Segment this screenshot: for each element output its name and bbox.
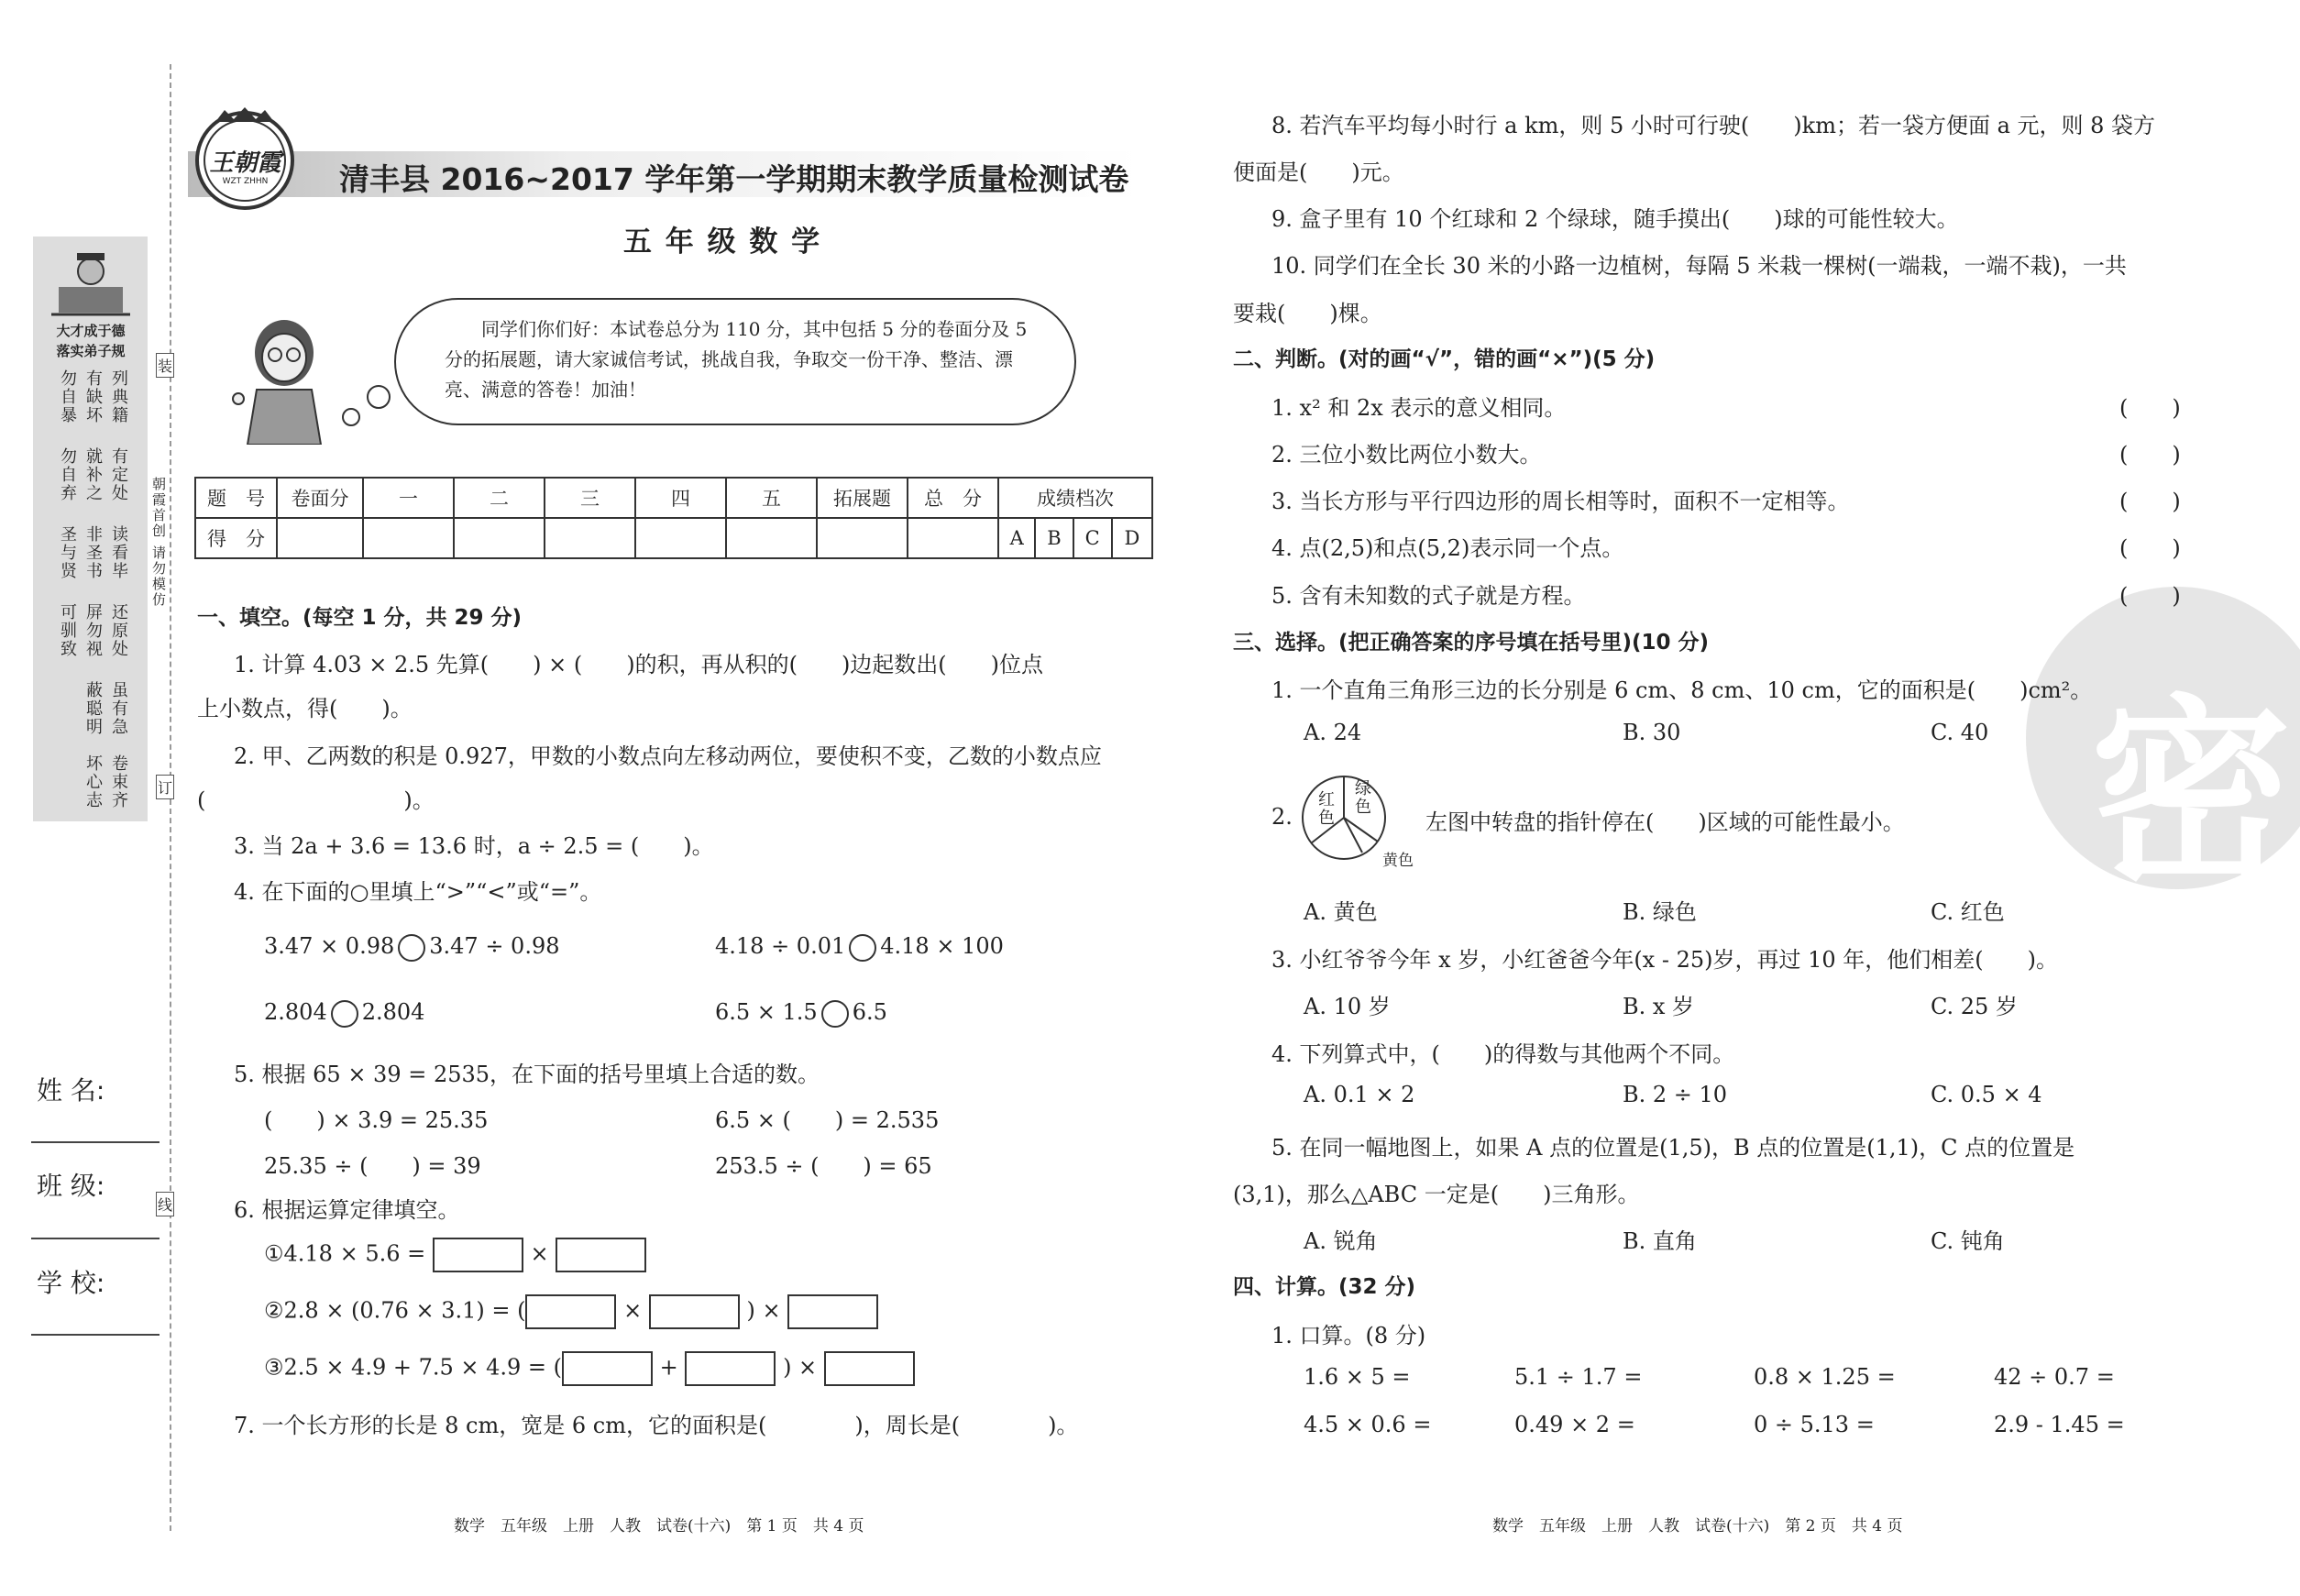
answer-box[interactable]: [685, 1351, 776, 1386]
choice-3-option-b[interactable]: B. x 岁: [1623, 994, 1695, 1019]
q6-row-1: [264, 1238, 646, 1272]
mental-math-title: 1. 口算。(8 分): [1271, 1323, 1426, 1348]
choice-2: 左图中转盘的指针停在( )区域的可能性最小。: [1425, 809, 1905, 835]
question-3: 3. 当 2a + 3.6 = 13.6 时，a ÷ 2.5 = ( )。: [234, 833, 714, 859]
school-label: 学 校:: [37, 1268, 105, 1298]
compare-right-expr: 2.8̇04̇: [361, 999, 425, 1025]
sidebar-motto-columns: [51, 369, 143, 809]
mental-math-item[interactable]: 2.9 - 1.45 =: [1994, 1412, 2125, 1437]
choice-4-option-b[interactable]: B. 2 ÷ 10: [1623, 1082, 1728, 1107]
q5-item-3: 25.35 ÷ ( ) = 39: [264, 1153, 481, 1179]
judge-answer-2[interactable]: ( ): [2119, 442, 2181, 468]
score-header-cell: 卷面分: [277, 478, 363, 518]
motto-column: 勿自暴: [58, 369, 77, 424]
compare-row-2a: [264, 999, 424, 1028]
plus-sign: +: [659, 1354, 678, 1381]
judge-answer-1[interactable]: ( ): [2119, 395, 2181, 421]
compare-circle[interactable]: [398, 934, 425, 962]
judge-4: 4. 点(2,5)和点(5,2)表示同一个点。: [1271, 535, 1624, 561]
motto-column: 读看毕: [109, 525, 128, 580]
score-cell[interactable]: [908, 518, 998, 558]
logo-text: 王朝霞: [209, 149, 281, 177]
choice-2-option-c[interactable]: C. 红色: [1931, 899, 2005, 925]
grade-cell[interactable]: D: [1112, 518, 1152, 558]
choice-2-option-a[interactable]: A. 黄色: [1304, 899, 1378, 925]
teacher-illustration: [229, 316, 339, 445]
answer-box[interactable]: [433, 1238, 523, 1272]
compare-right-expr: 4.18 × 100: [880, 933, 1004, 959]
copyright-note: 朝霞首创 请勿模仿: [150, 477, 167, 608]
spinner-green-label: 绿色: [1352, 779, 1371, 816]
score-cell[interactable]: [726, 518, 817, 558]
compare-left-expr: 6.5 × 1.5: [715, 999, 818, 1025]
judge-1: 1. x² 和 2x 表示的意义相同。: [1271, 395, 1567, 421]
mental-math-item[interactable]: 5.1 ÷ 1.7 =: [1514, 1364, 1643, 1390]
motto-column: 圣与贤: [58, 525, 77, 580]
choice-5-option-b[interactable]: B. 直角: [1623, 1228, 1697, 1254]
score-cell[interactable]: [817, 518, 908, 558]
answer-box[interactable]: [562, 1351, 653, 1386]
motto-column: 就补之: [83, 447, 103, 502]
q5-item-1: ( ) × 3.9 = 25.35: [264, 1107, 489, 1133]
watermark-stamp-text: 密: [2090, 677, 2293, 912]
compare-row-2b: [715, 999, 887, 1028]
mental-math-item[interactable]: 1.6 × 5 =: [1304, 1364, 1411, 1390]
mental-math-item[interactable]: 0 ÷ 5.13 =: [1754, 1412, 1875, 1437]
motto-column: 有缺坏: [83, 369, 103, 424]
choice-4-option-c[interactable]: C. 0.5 × 4: [1931, 1082, 2042, 1107]
times-sign: ×: [530, 1240, 549, 1267]
name-line: [31, 1141, 160, 1143]
intro-text: 同学们你们好：本试卷总分为 110 分，其中包括 5 分的卷面分及 5 分的拓展题，请大家诚信考试，挑战自我，争取交一份干净、整洁、漂亮、满意的答卷！加油！: [445, 318, 1028, 401]
score-table: [194, 477, 1153, 559]
q6-2-expr: ②2.8 × (0.76 × 3.1) = (: [264, 1297, 526, 1324]
question-2-line-1: 2. 甲、乙两数的积是 0.927，甲数的小数点向左移动两位，要使积不变，乙数的小数点应: [234, 743, 1102, 769]
exam-subject: 五 年 级 数 学: [623, 226, 822, 259]
brand-logo: [193, 105, 298, 211]
motto-column: 可驯致: [58, 603, 77, 658]
score-header-cell: 五: [726, 478, 817, 518]
score-header-cell: 一: [363, 478, 454, 518]
question-7: 7. 一个长方形的长是 8 cm，宽是 6 cm，它的面积是( )，周长是( )。: [234, 1413, 1079, 1438]
compare-circle[interactable]: [331, 1000, 358, 1028]
scholar-figure: [50, 246, 132, 319]
school-line: [31, 1334, 160, 1336]
compare-row-1a: [264, 933, 560, 962]
close-times-sign: ) ×: [746, 1297, 781, 1324]
question-6: 6. 根据运算定律填空。: [234, 1197, 460, 1223]
section-3-title: 三、选择。(把正确答案的序号填在括号里)(10 分): [1233, 631, 1710, 655]
mental-math-item[interactable]: 4.5 × 0.6 =: [1304, 1412, 1432, 1437]
choice-1-option-b[interactable]: B. 30: [1623, 720, 1681, 745]
choice-3: 3. 小红爷爷今年 x 岁，小红爸爸今年(x - 25)岁，再过 10 年，他们相差( )。: [1271, 947, 2059, 973]
choice-2-number: 2.: [1271, 804, 1293, 830]
score-header-cell: 拓展题: [817, 478, 908, 518]
question-10-line-2: 要栽( )棵。: [1233, 301, 1382, 326]
question-8-line-2: 便面是( )元。: [1233, 160, 1404, 185]
thought-bubble-dot: [367, 385, 391, 409]
score-cell[interactable]: [363, 518, 454, 558]
compare-row-1b: [715, 933, 1004, 962]
q5-item-4: 253.5 ÷ ( ) = 65: [715, 1153, 932, 1179]
exam-title: 清丰县 2016~2017 学年第一学期期末教学质量检测试卷: [339, 161, 1129, 197]
choice-4-option-a[interactable]: A. 0.1 × 2: [1304, 1082, 1415, 1107]
answer-box[interactable]: [824, 1351, 915, 1386]
mental-math-item[interactable]: 0.8 × 1.25 =: [1754, 1364, 1896, 1390]
choice-1-option-a[interactable]: A. 24: [1304, 720, 1362, 745]
choice-5-line-1: 5. 在同一幅地图上，如果 A 点的位置是(1,5)，B 点的位置是(1,1)，C 点的位置是: [1271, 1135, 2075, 1161]
judge-answer-4[interactable]: ( ): [2119, 535, 2181, 561]
answer-box[interactable]: [525, 1294, 616, 1329]
score-row-label: 得 分: [195, 518, 277, 558]
score-header-cell: 三: [545, 478, 635, 518]
q5-item-2: 6.5 × ( ) = 2.535: [715, 1107, 940, 1133]
mental-math-item[interactable]: 0.49 × 2 =: [1514, 1412, 1635, 1437]
compare-left-expr: 2.804̇: [264, 999, 327, 1025]
score-header-cell: 题 号: [195, 478, 277, 518]
motto-column: 列典籍: [109, 369, 128, 424]
answer-box[interactable]: [649, 1294, 740, 1329]
compare-left-expr: 4.18 ÷ 0.01: [715, 933, 846, 959]
compare-circle[interactable]: [821, 1000, 849, 1028]
judge-5: 5. 含有未知数的式子就是方程。: [1271, 583, 1586, 609]
motto-line-2: 落实弟子规: [56, 343, 126, 359]
sidebar-panel: [33, 237, 148, 821]
grade-cell[interactable]: B: [1035, 518, 1073, 558]
grade-cell[interactable]: A: [998, 518, 1035, 558]
q6-3-expr: ③2.5 × 4.9 + 7.5 × 4.9 = (: [264, 1354, 563, 1381]
spinner-red-label: 红色: [1315, 790, 1335, 827]
motto-column: 还原处: [109, 603, 128, 658]
choice-1-option-c[interactable]: C. 40: [1931, 720, 1989, 745]
section-2-title: 二、判断。(对的画“√”，错的画“×”)(5 分): [1233, 347, 1656, 371]
motto-column: 蔽聪明: [83, 681, 103, 736]
question-9: 9. 盒子里有 10 个红球和 2 个绿球，随手摸出( )球的可能性较大。: [1271, 206, 1959, 232]
thought-bubble-dot-small: [342, 408, 360, 426]
choice-3-option-a[interactable]: A. 10 岁: [1304, 994, 1391, 1019]
question-1-line-2: 上小数点，得( )。: [197, 696, 413, 721]
section-1-title: 一、填空。(每空 1 分，共 29 分): [197, 606, 523, 630]
score-header-cell: 四: [635, 478, 726, 518]
section-4-title: 四、计算。(32 分): [1233, 1275, 1416, 1299]
motto-column: 卷束齐: [109, 754, 128, 809]
answer-box[interactable]: [787, 1294, 878, 1329]
question-2-line-2: ( )。: [197, 787, 435, 813]
class-line: [31, 1238, 160, 1239]
judge-3: 3. 当长方形与平行四边形的周长相等时，面积不一定相等。: [1271, 489, 1850, 514]
score-header-cell: 二: [454, 478, 545, 518]
judge-2: 2. 三位小数比两位小数大。: [1271, 442, 1542, 468]
spinner-diagram: [1300, 770, 1428, 871]
motto-column: 非圣书: [83, 525, 103, 580]
motto-column: 勿自弃: [58, 447, 77, 502]
choice-1: 1. 一个直角三角形三边的长分别是 6 cm、8 cm、10 cm，它的面积是( )cm²。: [1271, 677, 2093, 703]
question-10-line-1: 10. 同学们在全长 30 米的小路一边植树，每隔 5 米栽一棵树(一端栽，一端不栽)，一共: [1271, 253, 2127, 279]
motto-column: 虽有急: [109, 681, 128, 736]
spinner-yellow-label: 黄色: [1382, 852, 1414, 870]
binding-mark-3: 线: [156, 1192, 174, 1216]
left-footer: 数学 五年级 上册 人教 试卷(十六) 第 1 页 共 4 页: [454, 1517, 864, 1535]
right-footer: 数学 五年级 上册 人教 试卷(十六) 第 2 页 共 4 页: [1492, 1517, 1903, 1535]
choice-2-option-b[interactable]: B. 绿色: [1623, 899, 1697, 925]
q6-1-expr: ①4.18 × 5.6 =: [264, 1240, 426, 1267]
score-cell[interactable]: [635, 518, 726, 558]
judge-answer-5[interactable]: ( ): [2119, 583, 2181, 609]
q6-row-2: [264, 1294, 878, 1329]
score-header-cell: 总 分: [908, 478, 998, 518]
binding-mark-1: 装: [156, 353, 174, 378]
choice-5-option-a[interactable]: A. 锐角: [1304, 1228, 1378, 1254]
score-cell[interactable]: [277, 518, 363, 558]
binding-mark-2: 订: [156, 775, 174, 799]
q6-row-3: [264, 1351, 915, 1386]
motto-line-1: 大才成于德: [56, 323, 126, 339]
question-8-line-1: 8. 若汽车平均每小时行 a km，则 5 小时可行驶( )km；若一袋方便面 a 元，则 8 袋方: [1271, 113, 2156, 138]
class-label: 班 级:: [37, 1171, 105, 1201]
choice-3-option-c[interactable]: C. 25 岁: [1931, 994, 2018, 1019]
motto-column: 屏勿视: [83, 603, 103, 658]
choice-4: 4. 下列算式中，( )的得数与其他两个不同。: [1271, 1041, 1735, 1067]
answer-box[interactable]: [556, 1238, 646, 1272]
times-sign: ×: [623, 1297, 643, 1324]
mental-math-item[interactable]: 42 ÷ 0.7 =: [1994, 1364, 2115, 1390]
compare-circle[interactable]: [849, 934, 876, 962]
grade-cell[interactable]: C: [1073, 518, 1112, 558]
close-times-sign: ) ×: [783, 1354, 818, 1381]
question-1-line-1: 1. 计算 4.03 × 2.5 先算( ) × ( )的积，再从积的( )边起数出( )位点: [234, 652, 1044, 677]
compare-right-expr: 6.5: [852, 999, 887, 1025]
choice-5-option-c[interactable]: C. 钝角: [1931, 1228, 2005, 1254]
score-header-cell: 成绩档次: [998, 478, 1152, 518]
compare-left-expr: 3.47 × 0.98: [264, 933, 395, 959]
score-cell[interactable]: [545, 518, 635, 558]
question-5: 5. 根据 65 × 39 = 2535，在下面的括号里填上合适的数。: [234, 1062, 820, 1087]
motto-column: 坏心志: [83, 754, 103, 809]
logo-subtext: WZT ZHHN: [222, 177, 269, 186]
score-cell[interactable]: [454, 518, 545, 558]
judge-answer-3[interactable]: ( ): [2119, 489, 2181, 514]
name-label: 姓 名:: [37, 1075, 105, 1106]
choice-5-line-2: (3,1)，那么△ABC 一定是( )三角形。: [1233, 1182, 1640, 1207]
question-4: 4. 在下面的○里填上“>”“<”或“=”。: [234, 879, 602, 905]
motto-column: 有定处: [109, 447, 128, 502]
compare-right-expr: 3.47 ÷ 0.98: [429, 933, 560, 959]
